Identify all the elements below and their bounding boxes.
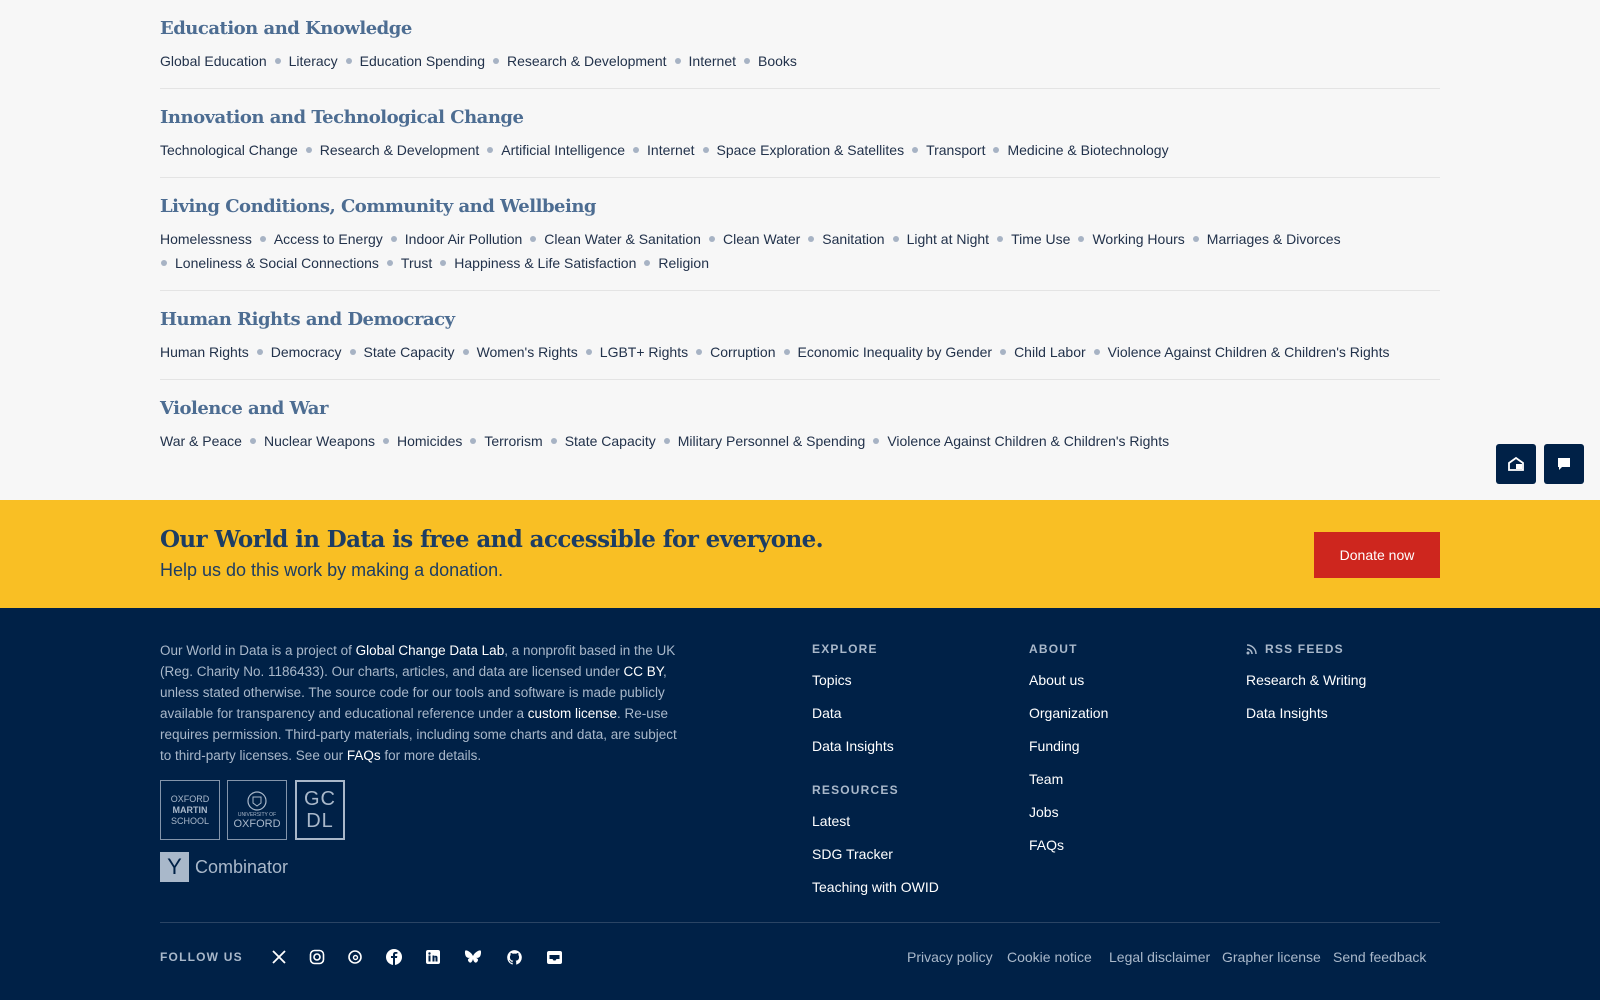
bullet-separator — [675, 58, 681, 64]
topic-link[interactable]: Happiness & Life Satisfaction — [454, 255, 637, 271]
university-of-oxford-logo[interactable] — [227, 780, 287, 840]
logo-text: UNIVERSITY OF — [237, 812, 277, 818]
topic-link[interactable]: Child Labor — [1014, 344, 1086, 360]
footer-about-text — [160, 640, 680, 766]
section-divider — [160, 177, 1440, 178]
footer-col-resources — [812, 783, 939, 896]
footer-link-topics[interactable]: Topics — [812, 672, 852, 688]
topic-link[interactable]: State Capacity — [564, 433, 656, 449]
section-divider — [160, 379, 1440, 380]
topic-section-violence-war — [160, 397, 1440, 453]
rss-icon — [1246, 644, 1257, 655]
bullet-separator — [893, 236, 899, 242]
section-divider — [160, 88, 1440, 89]
topic-link[interactable]: Space Exploration & Satellites — [716, 142, 905, 158]
github-icon — [506, 949, 523, 966]
footer-divider — [160, 922, 1440, 923]
section-divider — [160, 290, 1440, 291]
topic-section-education — [160, 17, 1440, 73]
bullet-separator — [275, 58, 281, 64]
grapher-license-link[interactable]: Grapher license — [1222, 949, 1321, 965]
topic-section-human-rights — [160, 308, 1440, 364]
topic-link[interactable]: Homicides — [397, 433, 463, 449]
topic-link[interactable]: Democracy — [270, 344, 342, 360]
bullet-separator — [873, 438, 879, 444]
cc-by-link[interactable]: CC BY — [623, 664, 664, 679]
bullet-separator — [161, 260, 167, 266]
bullet-separator — [997, 236, 1003, 242]
topic-link[interactable]: Military Personnel & Spending — [677, 433, 866, 449]
topic-link[interactable]: War & Peace — [160, 433, 242, 449]
bullet-separator — [1078, 236, 1084, 242]
donate-banner — [0, 500, 1600, 608]
oxford-martin-school-logo[interactable] — [160, 780, 220, 840]
bullet-separator — [664, 438, 670, 444]
yc-text: Combinator — [195, 856, 289, 877]
rss-link-data-insights[interactable]: Data Insights — [1246, 705, 1328, 721]
donate-headline: Our World in Data is free and accessible for everyone. — [160, 526, 824, 553]
resources-heading: RESOURCES — [812, 783, 899, 797]
x-icon — [271, 949, 287, 965]
feedback-button[interactable] — [1544, 444, 1584, 484]
y-combinator-logo[interactable] — [160, 852, 288, 882]
about-text: for more details. — [380, 748, 482, 763]
topic-links — [160, 227, 1440, 251]
bullet-separator — [530, 236, 536, 242]
bullet-separator — [633, 147, 639, 153]
footer-link-team[interactable]: Team — [1029, 771, 1064, 787]
bullet-separator — [493, 58, 499, 64]
topic-link[interactable]: LGBT+ Rights — [599, 344, 689, 360]
rss-heading — [1246, 642, 1366, 656]
threads-icon — [347, 949, 363, 965]
footer-link-data[interactable]: Data — [812, 705, 842, 721]
topic-link[interactable]: Corruption — [710, 344, 776, 360]
topic-link[interactable]: Research & Development — [507, 53, 667, 69]
email-link[interactable] — [544, 947, 564, 967]
section-title[interactable]: Violence and War — [160, 398, 328, 419]
rss-heading-label: RSS FEEDS — [1265, 642, 1344, 656]
topic-link[interactable]: Loneliness & Social Connections — [175, 255, 379, 271]
legal-disclaimer-link[interactable]: Legal disclaimer — [1109, 949, 1211, 965]
topic-link[interactable]: Light at Night — [906, 231, 990, 247]
bullet-separator — [387, 260, 393, 266]
topic-link[interactable]: Literacy — [288, 53, 338, 69]
email-icon — [546, 950, 563, 965]
bullet-separator — [306, 147, 312, 153]
bluesky-link[interactable] — [463, 947, 483, 967]
topic-link[interactable]: Human Rights — [160, 344, 249, 360]
topic-link[interactable]: Sanitation — [822, 231, 885, 247]
send-feedback-link[interactable]: Send feedback — [1333, 949, 1427, 965]
privacy-policy-link[interactable]: Privacy policy — [907, 949, 993, 965]
footer-col-about — [1029, 642, 1108, 854]
topic-link[interactable]: Time Use — [1011, 231, 1071, 247]
topic-link[interactable]: Trust — [400, 255, 433, 271]
x-link[interactable] — [269, 947, 289, 967]
topic-link[interactable]: Medicine & Biotechnology — [1007, 142, 1169, 158]
footer-link-funding[interactable]: Funding — [1029, 738, 1080, 754]
rss-link-research-writing[interactable]: Research & Writing — [1246, 672, 1367, 688]
footer-link-sdg-tracker[interactable]: SDG Tracker — [812, 846, 893, 862]
footer-link-organization[interactable]: Organization — [1029, 705, 1109, 721]
bullet-separator — [551, 438, 557, 444]
footer-link-faqs[interactable]: FAQs — [1029, 837, 1065, 853]
topic-link[interactable]: Working Hours — [1092, 231, 1185, 247]
section-title[interactable]: Living Conditions, Community and Wellbeing — [160, 196, 596, 217]
bullet-separator — [993, 147, 999, 153]
topic-link[interactable]: Clean Water — [722, 231, 801, 247]
footer-col-rss — [1246, 642, 1366, 722]
bullet-separator — [644, 260, 650, 266]
about-text: Our World in Data is a project of — [160, 643, 356, 658]
bluesky-icon — [464, 949, 482, 965]
topic-link[interactable]: State Capacity — [363, 344, 455, 360]
topic-section-innovation — [160, 106, 1440, 162]
topic-section-living-conditions — [160, 195, 1440, 275]
topic-link[interactable]: Violence Against Children & Children's Rights — [1107, 344, 1390, 360]
follow-us-label: FOLLOW US — [160, 950, 243, 964]
bullet-separator — [350, 349, 356, 355]
logo-text: MARTIN — [172, 804, 208, 815]
topic-link[interactable]: Women's Rights — [476, 344, 578, 360]
newsletter-icon — [1507, 455, 1525, 473]
facebook-icon — [385, 948, 403, 966]
linkedin-icon — [425, 949, 441, 965]
logo-text: OXFORD — [233, 818, 281, 830]
bullet-separator — [346, 58, 352, 64]
bullet-separator — [440, 260, 446, 266]
topic-link[interactable]: Religion — [658, 255, 709, 271]
bullet-separator — [383, 438, 389, 444]
topic-link[interactable]: Terrorism — [484, 433, 543, 449]
about-text: . Re-use requires permission. Third-party materials, including some charts and data, are subject to third-party licenses. See our — [160, 706, 677, 763]
donate-subtext: Help us do this work by making a donation. — [160, 560, 504, 580]
instagram-icon — [309, 949, 325, 965]
topic-link[interactable]: Internet — [688, 53, 737, 69]
threads-link[interactable] — [345, 947, 365, 967]
topic-link[interactable]: Research & Development — [319, 142, 480, 158]
footer-link-data-insights[interactable]: Data Insights — [812, 738, 894, 754]
footer-link-latest[interactable]: Latest — [812, 813, 851, 829]
section-title[interactable]: Innovation and Technological Change — [160, 107, 524, 128]
github-link[interactable] — [504, 947, 524, 967]
topic-link[interactable]: Education Spending — [359, 53, 485, 69]
topic-link[interactable]: Global Education — [160, 53, 267, 69]
topic-sections — [160, 0, 1440, 500]
bullet-separator — [1193, 236, 1199, 242]
topic-links — [160, 340, 1440, 364]
topic-link[interactable]: Marriages & Divorces — [1206, 231, 1341, 247]
section-title[interactable]: Human Rights and Democracy — [160, 309, 455, 330]
topic-link[interactable]: Artificial Intelligence — [501, 142, 626, 158]
topic-links — [160, 429, 1440, 453]
topic-link[interactable]: Internet — [647, 142, 695, 158]
footer-col-explore — [812, 642, 894, 755]
bullet-separator — [1000, 349, 1006, 355]
bullet-separator — [1094, 349, 1100, 355]
bullet-separator — [250, 438, 256, 444]
logo-text: DL — [306, 810, 334, 832]
footer-link-about-us[interactable]: About us — [1029, 672, 1085, 688]
gcdl-link[interactable]: Global Change Data Lab — [355, 643, 505, 658]
bullet-separator — [784, 349, 790, 355]
bullet-separator — [912, 147, 918, 153]
topic-links — [160, 251, 1440, 275]
topic-link[interactable]: Technological Change — [160, 142, 298, 158]
instagram-link[interactable] — [307, 947, 327, 967]
logo-text: SCHOOL — [170, 815, 209, 826]
donate-now-button[interactable]: Donate now — [1314, 532, 1440, 578]
facebook-link[interactable] — [384, 947, 404, 967]
bullet-separator — [487, 147, 493, 153]
bullet-separator — [463, 349, 469, 355]
logo-text: GC — [304, 788, 336, 810]
topic-link[interactable]: Books — [758, 53, 797, 69]
footer-link-jobs[interactable]: Jobs — [1029, 804, 1059, 820]
topic-link[interactable]: Homelessness — [160, 231, 252, 247]
topic-link[interactable]: Economic Inequality by Gender — [797, 344, 993, 360]
bullet-separator — [744, 58, 750, 64]
about-heading: ABOUT — [1029, 642, 1078, 656]
footer-link-teaching[interactable]: Teaching with OWID — [812, 879, 939, 895]
yc-letter: Y — [160, 852, 189, 882]
bullet-separator — [260, 236, 266, 242]
logo-text: OXFORD — [170, 793, 210, 804]
topic-link[interactable]: Indoor Air Pollution — [404, 231, 523, 247]
custom-license-link[interactable]: custom license — [527, 706, 618, 721]
feedback-chat-icon — [1556, 456, 1572, 472]
explore-heading: EXPLORE — [812, 642, 878, 656]
linkedin-link[interactable] — [423, 947, 443, 967]
about-text: , a nonprofit based in the UK (Reg. Charity No. 1186433). Our charts, articles, and data are licensed under — [160, 643, 676, 679]
bullet-separator — [703, 147, 709, 153]
bullet-separator — [709, 236, 715, 242]
gcdl-logo[interactable] — [295, 780, 345, 840]
topic-link[interactable]: Clean Water & Sanitation — [544, 231, 701, 247]
bullet-separator — [586, 349, 592, 355]
bullet-separator — [808, 236, 814, 242]
bullet-separator — [257, 349, 263, 355]
topic-link[interactable]: Violence Against Children & Children's Rights — [887, 433, 1170, 449]
section-title[interactable]: Education and Knowledge — [160, 18, 412, 39]
topic-link[interactable]: Access to Energy — [273, 231, 383, 247]
bullet-separator — [696, 349, 702, 355]
about-text: , unless stated otherwise. The source code for our tools and software is made publicly available for transparency and educational reference under a — [160, 664, 667, 721]
cookie-notice-link[interactable]: Cookie notice — [1007, 949, 1092, 965]
topic-link[interactable]: Nuclear Weapons — [263, 433, 375, 449]
oxford-crest-icon — [246, 790, 268, 812]
newsletter-button[interactable] — [1496, 444, 1536, 484]
topic-links — [160, 138, 1440, 162]
topic-link[interactable]: Transport — [926, 142, 986, 158]
bullet-separator — [470, 438, 476, 444]
faqs-link[interactable]: FAQs — [346, 748, 381, 763]
topic-links — [160, 49, 1440, 73]
bullet-separator — [391, 236, 397, 242]
